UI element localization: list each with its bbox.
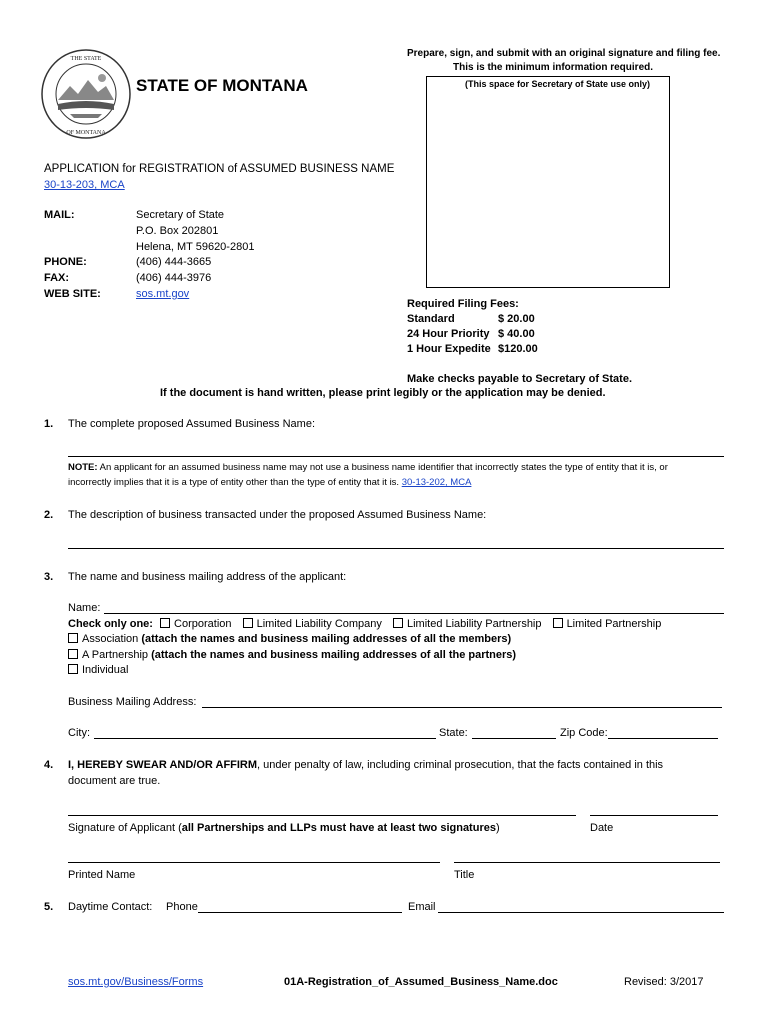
- swear-line1: [68, 759, 663, 771]
- section1-note: [68, 462, 668, 473]
- montana-state-seal: [40, 48, 132, 140]
- lp-label: Limited Partnership: [566, 618, 662, 630]
- signature-close: ): [495, 822, 500, 834]
- section2-number: 2.: [44, 509, 54, 521]
- association-label: Association: [82, 633, 139, 645]
- note-text: An applicant for an assumed business name may not use a business name identifier that incorrectly states the type of entity that it is, or: [97, 462, 668, 473]
- section3-text: The name and business mailing address of the applicant:: [68, 571, 347, 583]
- state-title: STATE OF MONTANA: [136, 76, 308, 95]
- date-field[interactable]: [590, 815, 718, 816]
- section1-text: The complete proposed Assumed Business Name:: [68, 418, 316, 430]
- mail-label: MAIL:: [44, 209, 75, 221]
- fee-standard-label: Standard: [407, 313, 455, 325]
- note-text2: incorrectly implies that it is a type of entity other than the type of entity that it is.: [68, 477, 402, 488]
- applicant-name-field[interactable]: [104, 613, 724, 614]
- fee-1hr-amount: $120.00: [498, 343, 538, 355]
- title-field[interactable]: [454, 862, 720, 863]
- note-statute-link[interactable]: 30-13-202, MCA: [401, 477, 472, 488]
- fax-label: FAX:: [44, 272, 70, 284]
- form-title: APPLICATION for REGISTRATION of ASSUMED BUSINESS NAME: [44, 163, 395, 175]
- swear-rest: , under penalty of law, including criminal prosecution, that the facts contained in this: [257, 759, 664, 771]
- entity-type-individual: [68, 664, 128, 676]
- title-label: Title: [454, 869, 475, 881]
- signature-field[interactable]: [68, 815, 576, 816]
- zip-field[interactable]: [608, 738, 718, 739]
- fees-heading: Required Filing Fees:: [407, 298, 519, 310]
- section3-number: 3.: [44, 571, 54, 583]
- note-label: NOTE:: [68, 462, 98, 473]
- corporation-checkbox[interactable]: [160, 618, 170, 628]
- business-description-field[interactable]: [68, 548, 724, 549]
- zip-label: Zip Code:: [560, 727, 608, 739]
- entity-type-association: [68, 633, 511, 645]
- mail-line2: P.O. Box 202801: [136, 225, 219, 237]
- section1-number: 1.: [44, 418, 54, 430]
- handwritten-warning: If the document is hand written, please print legibly or the application may be denied.: [160, 387, 606, 399]
- fee-standard-amount: $ 20.00: [498, 313, 535, 325]
- address-label: Business Mailing Address:: [68, 696, 197, 708]
- city-field[interactable]: [94, 738, 436, 739]
- state-label: State:: [439, 727, 468, 739]
- footer-revised: Revised: 3/2017: [624, 976, 704, 988]
- fee-24hr-amount: $ 40.00: [498, 328, 535, 340]
- contact-phone-label: Phone: [166, 901, 198, 913]
- sos-use-box: [426, 76, 670, 288]
- contact-phone-field[interactable]: [198, 912, 402, 913]
- svg-text:OF MONTANA: OF MONTANA: [66, 130, 106, 136]
- website-label: WEB SITE:: [44, 288, 101, 300]
- entity-type-partnership: [68, 649, 516, 661]
- mail-line3: Helena, MT 59620-2801: [136, 241, 255, 253]
- instructions-line2: This is the minimum information required.: [453, 62, 654, 73]
- sos-box-label: (This space for Secretary of State use only): [465, 79, 651, 89]
- instructions-line1: Prepare, sign, and submit with an original signature and filing fee.: [407, 48, 721, 59]
- statute-link[interactable]: 30-13-203, MCA: [44, 179, 125, 191]
- signature-requirement: all Partnerships and LLPs must have at least two signatures: [181, 822, 496, 834]
- footer-filename: 01A-Registration_of_Assumed_Business_Name.doc: [284, 976, 558, 988]
- printed-name-field[interactable]: [68, 862, 440, 863]
- partnership-checkbox[interactable]: [68, 649, 78, 659]
- section4-number: 4.: [44, 759, 54, 771]
- business-address-field[interactable]: [202, 707, 722, 708]
- entity-type-row1: [68, 618, 661, 630]
- contact-email-label: Email: [408, 901, 436, 913]
- date-label: Date: [590, 822, 614, 834]
- phone-value: (406) 444-3665: [136, 256, 212, 268]
- llp-label: Limited Liability Partnership: [406, 618, 542, 630]
- footer-forms-link[interactable]: sos.mt.gov/Business/Forms: [68, 976, 204, 988]
- city-label: City:: [68, 727, 90, 739]
- contact-email-field[interactable]: [438, 912, 724, 913]
- section1-note-line2: [68, 477, 471, 488]
- svg-text:THE STATE: THE STATE: [70, 56, 102, 62]
- section5-number: 5.: [44, 901, 54, 913]
- fee-24hr-label: 24 Hour Priority: [407, 328, 490, 340]
- signature-label-row: [68, 822, 500, 834]
- lp-checkbox[interactable]: [553, 618, 563, 628]
- llp-checkbox[interactable]: [393, 618, 403, 628]
- swear-line2: document are true.: [68, 775, 161, 787]
- association-note: (attach the names and business mailing addresses of all the members): [141, 633, 512, 645]
- partnership-label: A Partnership: [82, 649, 149, 661]
- fax-value: (406) 444-3976: [136, 272, 212, 284]
- individual-label: Individual: [82, 664, 129, 676]
- daytime-contact-label: Daytime Contact:: [68, 901, 153, 913]
- corporation-label: Corporation: [174, 618, 232, 630]
- check-only-one-label: Check only one:: [68, 618, 153, 630]
- section2-text: The description of business transacted under the proposed Assumed Business Name:: [68, 509, 487, 521]
- name-label: Name:: [68, 602, 101, 614]
- state-field[interactable]: [472, 738, 556, 739]
- assumed-name-field[interactable]: [68, 456, 724, 457]
- website-link[interactable]: sos.mt.gov: [136, 288, 190, 300]
- llc-checkbox[interactable]: [243, 618, 253, 628]
- printed-name-label: Printed Name: [68, 869, 136, 881]
- checks-payable: Make checks payable to Secretary of State.: [407, 373, 632, 385]
- partnership-note: (attach the names and business mailing addresses of all the partners): [151, 649, 517, 661]
- fee-1hr-label: 1 Hour Expedite: [407, 343, 491, 355]
- mail-line1: Secretary of State: [136, 209, 225, 221]
- swear-bold: I, HEREBY SWEAR AND/OR AFFIRM: [68, 759, 258, 771]
- signature-label: Signature of Applicant (: [68, 822, 182, 834]
- phone-label: PHONE:: [44, 256, 87, 268]
- individual-checkbox[interactable]: [68, 664, 78, 674]
- llc-label: Limited Liability Company: [256, 618, 382, 630]
- association-checkbox[interactable]: [68, 633, 78, 643]
